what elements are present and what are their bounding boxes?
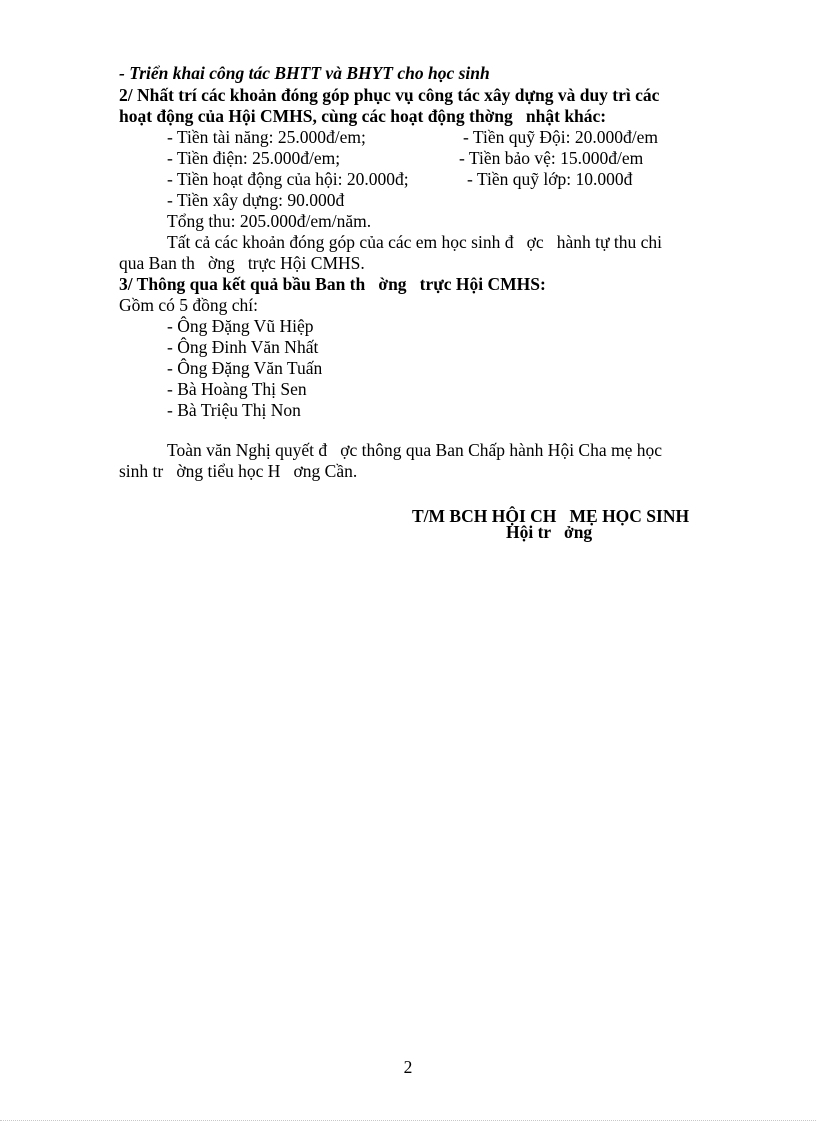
- fee-class-fund: - Tiền quỹ lớp: 10.000đ: [467, 169, 633, 189]
- fee-security: - Tiền bảo vệ: 15.000đ/em: [459, 148, 644, 168]
- members-intro: Gồm có 5 đồng chí:: [119, 295, 259, 315]
- signature-title: T/M BCH HỘI CH MẸ HỌC SINH: [412, 506, 690, 526]
- fee-electricity: - Tiền điện: 25.000đ/em;: [167, 148, 341, 168]
- fee-construction: - Tiền xây dựng: 90.000đ: [167, 190, 345, 210]
- bullet-insurance: - Triển khai công tác BHTT và BHYT cho học sinh: [119, 63, 490, 83]
- paragraph-resolution-cont: sinh tr ờng tiểu học H ơng Cần.: [119, 461, 358, 481]
- paragraph-contributions-cont: qua Ban th ờng trực Hội CMHS.: [119, 253, 365, 273]
- paragraph-contributions: Tất cả các khoản đóng góp của các em học sinh đ ợc hành tự thu chi: [167, 232, 662, 252]
- section-2-heading-cont: hoạt động của Hội CMHS, cùng các hoạt động thờng nhật khác:: [119, 106, 607, 126]
- signature-role: Hội tr ởng: [506, 522, 593, 542]
- fee-total: Tổng thu: 205.000đ/em/năm.: [167, 211, 372, 231]
- fee-team-fund: - Tiền quỹ Đội: 20.000đ/em: [463, 127, 658, 147]
- fee-activities: - Tiền hoạt động của hội: 20.000đ;: [167, 169, 409, 189]
- member-item: - Ông Đặng Văn Tuấn: [167, 358, 323, 378]
- page-number: 2: [403, 1057, 413, 1077]
- member-item: - Ông Đinh Văn Nhất: [167, 337, 319, 357]
- member-item: - Bà Hoàng Thị Sen: [167, 379, 307, 399]
- fee-talent: - Tiền tài năng: 25.000đ/em;: [167, 127, 366, 147]
- member-item: - Bà Triệu Thị Non: [167, 400, 301, 420]
- member-item: - Ông Đặng Vũ Hiệp: [167, 316, 314, 336]
- section-3-heading: 3/ Thông qua kết quả bầu Ban th ờng trực Hội CMHS:: [119, 274, 546, 294]
- page-bottom-divider: [0, 1120, 816, 1121]
- section-2-heading: 2/ Nhất trí các khoản đóng góp phục vụ công tác xây dựng và duy trì các: [119, 85, 660, 105]
- paragraph-resolution: Toàn văn Nghị quyết đ ợc thông qua Ban Chấp hành Hội Cha mẹ học: [167, 440, 663, 460]
